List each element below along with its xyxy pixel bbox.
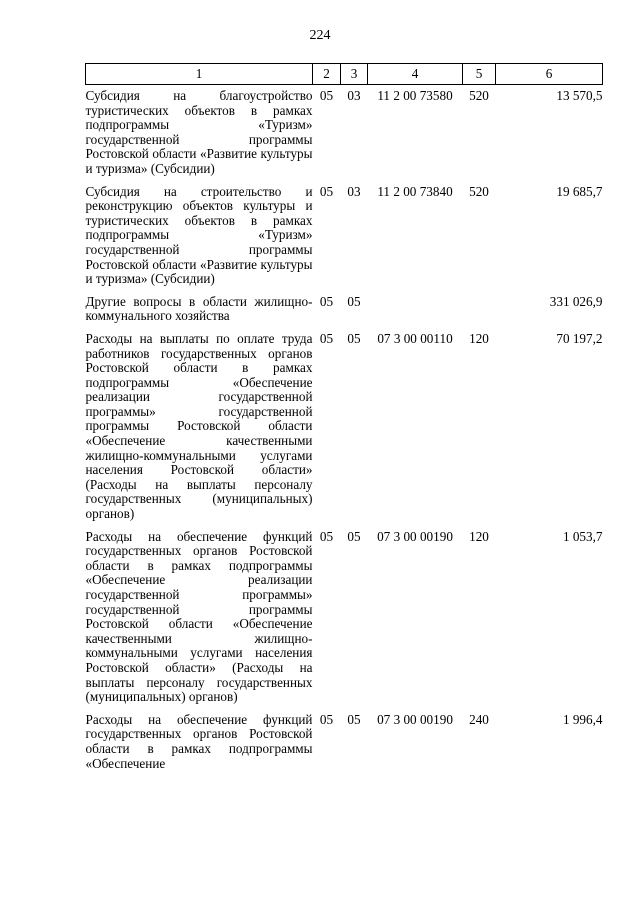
row-target-article: 07 3 00 00190 (377, 711, 453, 727)
page-number: 224 (309, 28, 331, 43)
row-expense-type (463, 291, 496, 328)
row-subsection: 03 (347, 183, 361, 199)
row-amount: 70 197,2 (556, 330, 603, 346)
row-subsection: 05 (347, 293, 361, 309)
row-section: 05 (319, 330, 334, 346)
row-target-article: 11 2 00 73840 (377, 183, 453, 199)
row-name: Расходы на выплаты по оплате труда работников государственных органов Ростовской области в рамках подпрограммы «Обеспечение реализации государственной программы» государственной программы Ростовской области «Обеспечение качественными жилищно-коммунальными услугами населения Ростовской области» (Расходы на выплаты персоналу государственных (муниципальных) органов) (85, 330, 313, 522)
row-name: Субсидия на строительство и реконструкцию объектов культуры и туристических объектов в рамках подпрограммы «Туризм» государственной программы Ростовской области «Развитие культуры и туризма» (Субсидии) (85, 183, 313, 287)
table-row (86, 709, 603, 775)
row-name: Расходы на обеспечение функций государственных органов Ростовской области в рамках подпрограммы «Обеспечение реализации государственной программы» государственной программы Ростовской области «Обеспечение качественными жилищно-коммунальными услугами населения Ростовской области» (Расходы на выплаты персоналу государственных (муниципальных) органов) (85, 528, 313, 705)
row-subsection: 05 (347, 711, 361, 727)
row-amount: 19 685,7 (556, 183, 603, 199)
row-amount: 1 053,7 (562, 528, 603, 544)
row-section: 05 (319, 293, 334, 309)
row-subsection: 05 (347, 330, 361, 346)
row-target-article: 07 3 00 00190 (377, 528, 453, 544)
row-section: 05 (319, 183, 334, 199)
row-target-article: 11 2 00 73580 (377, 88, 453, 103)
row-amount: 331 026,9 (549, 293, 603, 309)
table-header (86, 64, 603, 85)
header-col-2: 2 (313, 64, 341, 85)
header-row (86, 64, 603, 85)
budget-table (85, 63, 603, 775)
row-expense-type: 120 (469, 330, 489, 346)
header-col-1: 1 (86, 64, 313, 85)
row-section: 05 (319, 88, 334, 103)
row-section: 05 (319, 528, 334, 544)
row-expense-type: 520 (469, 88, 489, 103)
header-col-4: 4 (368, 64, 463, 85)
header-col-5: 5 (463, 64, 496, 85)
header-col-3: 3 (341, 64, 368, 85)
row-expense-type: 240 (469, 711, 489, 727)
row-subsection: 05 (347, 528, 361, 544)
row-section: 05 (319, 711, 334, 727)
table-body (86, 85, 603, 776)
row-subsection: 03 (347, 88, 361, 103)
row-name: Субсидия на благоустройство туристических объектов в рамках подпрограммы «Туризм» государственной программы Ростовской области «Развитие культуры и туризма» (Субсидии) (85, 88, 313, 176)
row-target-article (368, 291, 463, 328)
row-expense-type: 120 (469, 528, 489, 544)
row-expense-type: 520 (469, 183, 489, 199)
row-name: Другие вопросы в области жилищно-коммунального хозяйства (85, 293, 313, 324)
table-row (86, 526, 603, 709)
row-amount: 1 996,4 (562, 711, 603, 727)
table-row (86, 85, 603, 181)
row-target-article: 07 3 00 00110 (377, 330, 453, 346)
table-row (86, 328, 603, 526)
table-row (86, 291, 603, 328)
row-name: Расходы на обеспечение функций государственных органов Ростовской области в рамках подпрограммы «Обеспечение (85, 711, 313, 771)
row-amount: 13 570,5 (556, 88, 603, 103)
table-row (86, 181, 603, 291)
header-col-6: 6 (496, 64, 603, 85)
